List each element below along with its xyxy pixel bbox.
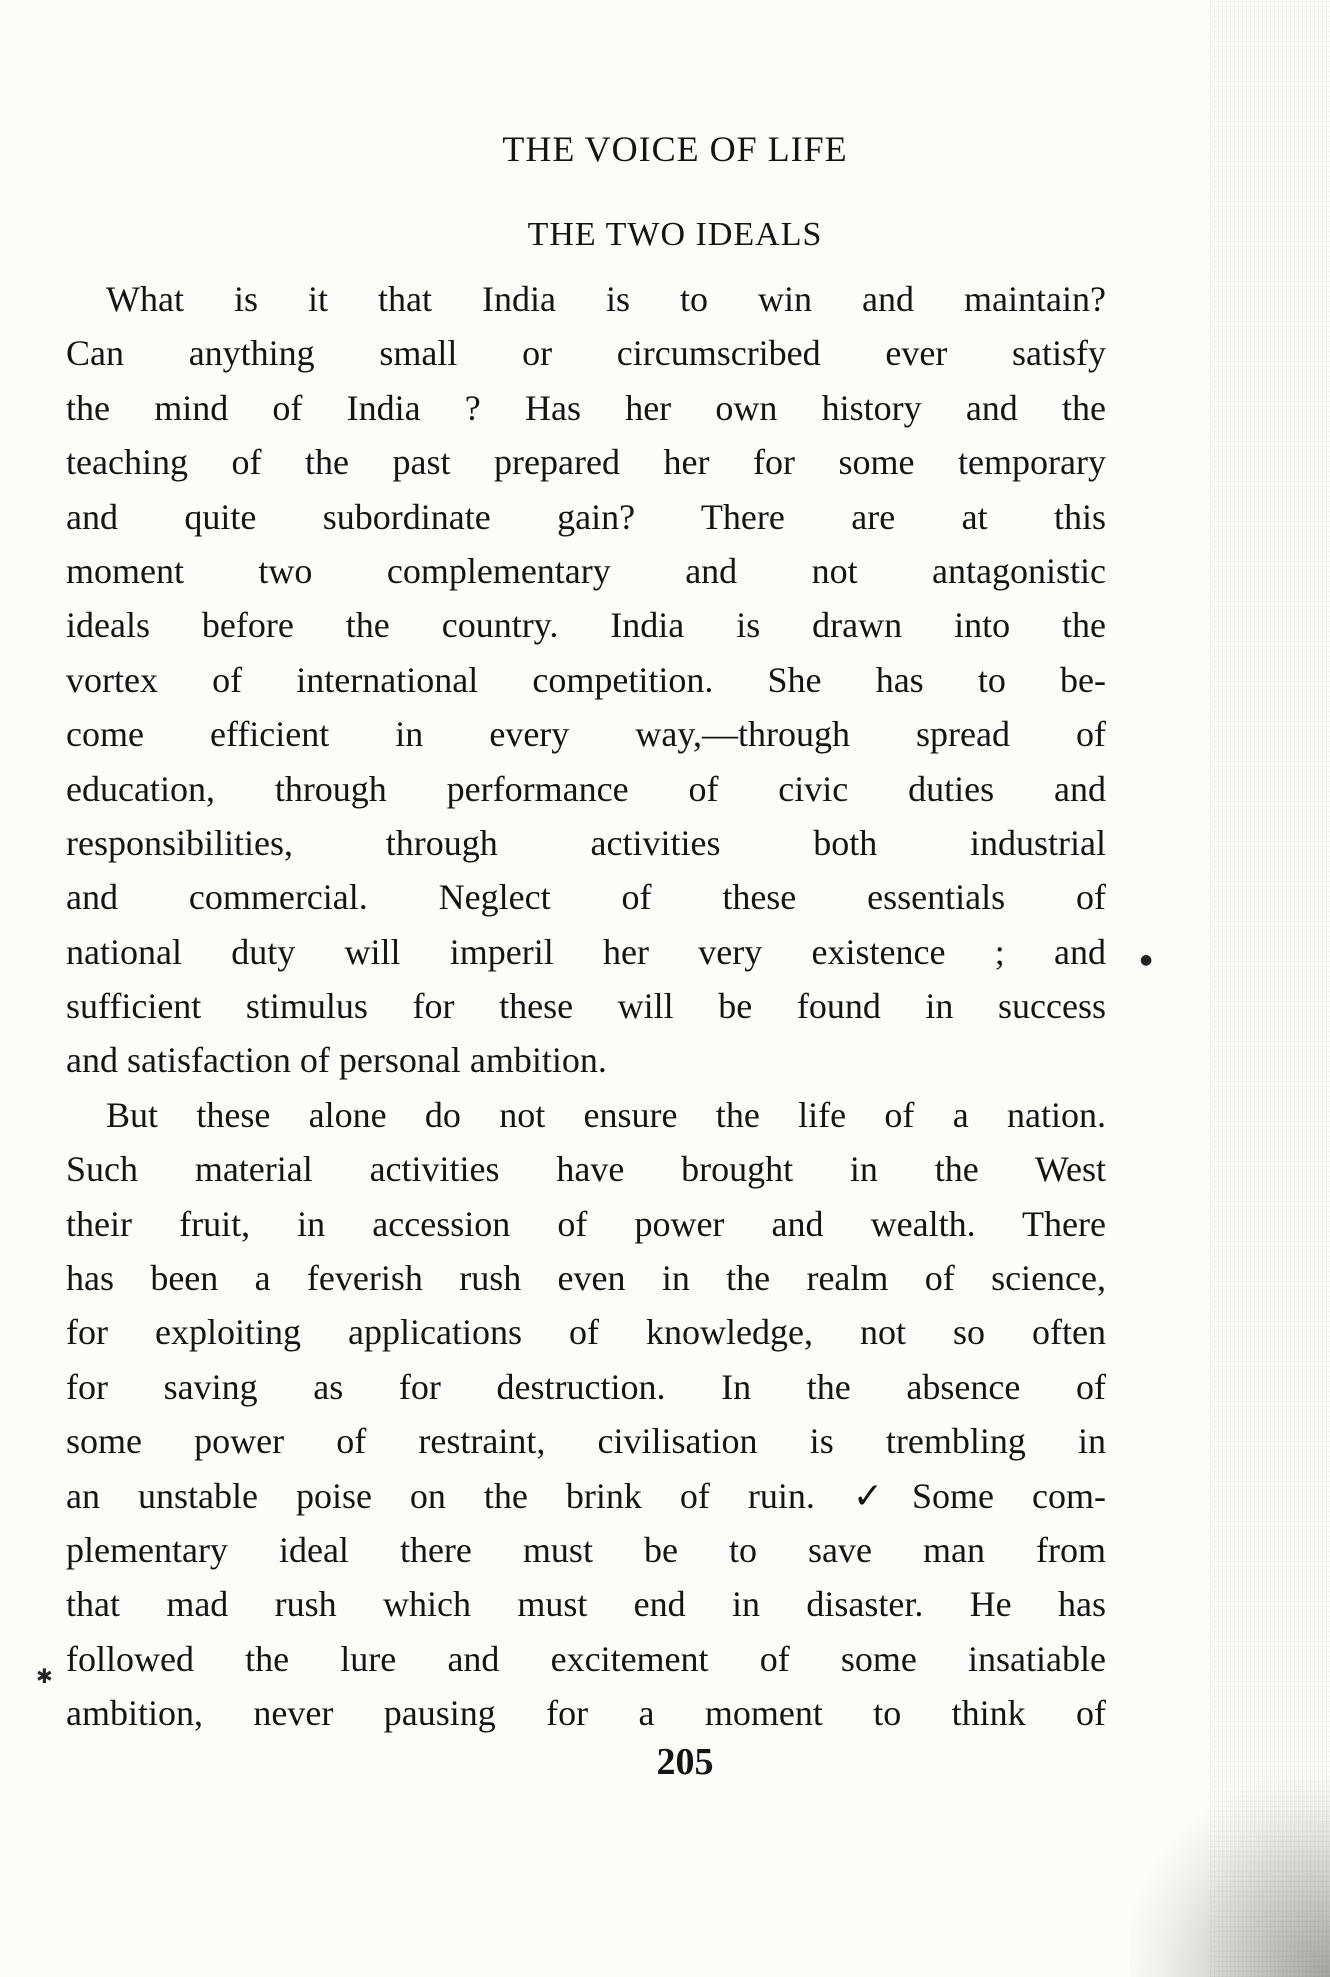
text-line: and commercial. Neglect of these essentials of <box>66 877 1106 918</box>
scan-corner-noise <box>1130 1777 1330 1977</box>
body-text <box>66 272 1106 1741</box>
text-line: their fruit, in accession of power and wealth. There <box>66 1203 1106 1244</box>
text-line: Such material activities have brought in the West <box>66 1149 1106 1190</box>
margin-star-icon: ✱ <box>36 1664 53 1688</box>
text-line: vortex of international competition. She has to be- <box>66 659 1106 700</box>
text-line: sufficient stimulus for these will be found in success <box>66 986 1106 1027</box>
text-line: that mad rush which must end in disaster. He has <box>66 1584 1106 1625</box>
text-line: and quite subordinate gain? There are at this <box>66 496 1106 537</box>
page-number-text: 205 <box>656 1741 714 1783</box>
text-line: has been a feverish rush even in the realm of science, <box>66 1258 1106 1299</box>
text-line: education, through performance of civic duties and <box>66 768 1106 809</box>
chapter-title <box>0 216 1330 254</box>
text-line: plementary ideal there must be to save man from <box>66 1529 1106 1570</box>
text-line: national duty will imperil her very existence ; and <box>66 931 1106 972</box>
text-line: followed the lure and excitement of some insatiable <box>66 1638 1106 1679</box>
text-line: and satisfaction of personal ambition. <box>66 1040 607 1081</box>
text-line: for exploiting applications of knowledge, not so often <box>66 1312 1106 1353</box>
paragraph-1 <box>66 272 1106 1088</box>
text-line: teaching of the past prepared her for some temporary <box>66 442 1106 483</box>
paragraph-2 <box>66 1088 1106 1741</box>
margin-dot-icon: ● <box>1140 952 1153 968</box>
text-line: moment two complementary and not antagonistic <box>66 550 1106 591</box>
text-line: Can anything small or circumscribed ever satisfy <box>66 333 1106 374</box>
text-line: ideals before the country. India is drawn into the <box>66 605 1106 646</box>
text-line: What is it that India is to win and maintain? <box>106 279 1106 319</box>
text-line: But these alone do not ensure the life of a nation. <box>106 1094 1106 1135</box>
text-line: an unstable poise on the brink of ruin. ✓Some com- <box>66 1475 1106 1516</box>
scan-edge-noise <box>1210 0 1330 1977</box>
page-number <box>0 1740 1330 1784</box>
text-line: responsibilities, through activities both industrial <box>66 822 1106 863</box>
text-line: ambition, never pausing for a moment to think of <box>66 1693 1106 1734</box>
text-line: some power of restraint, civilisation is trembling in <box>66 1421 1106 1462</box>
text-line: the mind of India ? Has her own history and the <box>66 387 1106 428</box>
text-line: for saving as for destruction. In the absence of <box>66 1366 1106 1407</box>
text-line: come efficient in every way,—through spread of <box>66 714 1106 755</box>
running-head-text: THE VOICE OF LIFE <box>502 129 848 169</box>
running-head <box>0 128 1330 170</box>
chapter-title-text: THE TWO IDEALS <box>527 216 823 253</box>
